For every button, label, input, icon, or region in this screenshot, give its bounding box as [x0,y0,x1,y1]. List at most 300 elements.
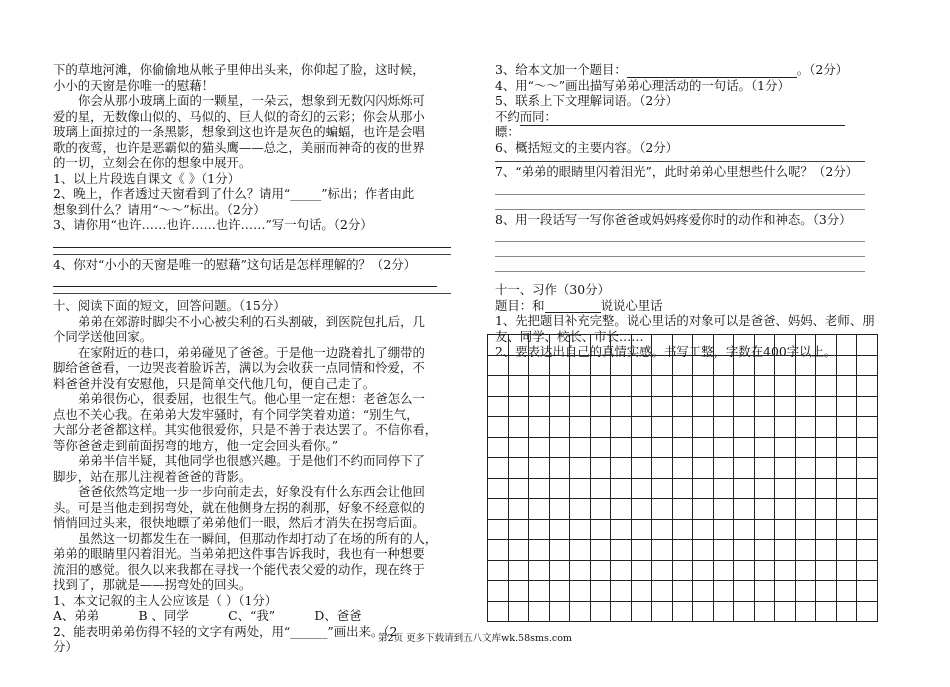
passage-line: 脚步，站在那儿注视着爸爸的背影。 [53,468,252,484]
grid-cell[interactable] [734,499,755,520]
grid-cell[interactable] [816,376,837,397]
grid-cell[interactable] [611,561,632,582]
grid-cell[interactable] [509,417,530,438]
grid-cell[interactable] [488,458,509,479]
grid-cell[interactable] [816,335,837,356]
grid-cell[interactable] [673,376,694,397]
grid-cell[interactable] [857,561,878,582]
grid-cell[interactable] [673,458,694,479]
question-3: 3、请你用“也许……也许……也许……”写一句话。（2分） [53,217,373,232]
grid-cell[interactable] [796,438,817,459]
passage-line: 头。可是当他走到拐弯处，就在他侧身左拐的刹那，好象不经意似的 [53,499,425,515]
grid-cell[interactable] [611,581,632,602]
grid-cell[interactable] [796,479,817,500]
grid-cell[interactable] [591,540,612,561]
grid-cell[interactable] [529,376,550,397]
grid-cell[interactable] [775,438,796,459]
grid-cell[interactable] [755,499,776,520]
grid-cell[interactable] [611,417,632,438]
grid-cell[interactable] [550,417,571,438]
grid-cell[interactable] [591,397,612,418]
grid-cell[interactable] [529,356,550,377]
grid-cell[interactable] [550,540,571,561]
grid-cell[interactable] [509,540,530,561]
grid-cell[interactable] [591,438,612,459]
grid-cell[interactable] [550,356,571,377]
grid-cell[interactable] [837,335,858,356]
grid-cell[interactable] [529,417,550,438]
grid-cell[interactable] [714,376,735,397]
grid-cell[interactable] [509,561,530,582]
grid-cell[interactable] [714,520,735,541]
grid-cell[interactable] [837,417,858,438]
grid-cell[interactable] [529,479,550,500]
grid-cell[interactable] [632,417,653,438]
grid-cell[interactable] [857,458,878,479]
grid-cell[interactable] [714,438,735,459]
grid-cell[interactable] [632,581,653,602]
grid-cell[interactable] [529,438,550,459]
grid-cell[interactable] [837,602,858,623]
grid-cell[interactable] [652,335,673,356]
grid-cell[interactable] [488,540,509,561]
grid-cell[interactable] [673,479,694,500]
grid-cell[interactable] [837,499,858,520]
grid-cell[interactable] [755,581,776,602]
grid-cell[interactable] [652,499,673,520]
grid-cell[interactable] [652,356,673,377]
grid-cell[interactable] [796,602,817,623]
grid-cell[interactable] [734,581,755,602]
grid-cell[interactable] [488,561,509,582]
grid-cell[interactable] [652,520,673,541]
grid-cell[interactable] [796,520,817,541]
grid-cell[interactable] [488,438,509,459]
grid-cell[interactable] [673,561,694,582]
grid-cell[interactable] [591,479,612,500]
grid-cell[interactable] [837,397,858,418]
grid-cell[interactable] [755,540,776,561]
grid-cell[interactable] [755,417,776,438]
grid-cell[interactable] [611,397,632,418]
grid-cell[interactable] [857,602,878,623]
grid-cell[interactable] [837,581,858,602]
grid-cell[interactable] [734,417,755,438]
grid-cell[interactable] [570,581,591,602]
grid-cell[interactable] [673,499,694,520]
grid-cell[interactable] [570,458,591,479]
grid-cell[interactable] [550,479,571,500]
grid-cell[interactable] [775,540,796,561]
grid-cell[interactable] [488,417,509,438]
grid-cell[interactable] [816,561,837,582]
grid-cell[interactable] [734,520,755,541]
grid-cell[interactable] [796,540,817,561]
grid-cell[interactable] [488,520,509,541]
answer-line[interactable] [495,155,865,162]
grid-cell[interactable] [857,356,878,377]
grid-cell[interactable] [755,438,776,459]
grid-cell[interactable] [632,499,653,520]
grid-cell[interactable] [591,376,612,397]
grid-cell[interactable] [693,602,714,623]
grid-cell[interactable] [488,335,509,356]
grid-cell[interactable] [673,397,694,418]
grid-cell[interactable] [509,581,530,602]
grid-cell[interactable] [632,397,653,418]
grid-cell[interactable] [652,417,673,438]
grid-cell[interactable] [529,561,550,582]
grid-cell[interactable] [652,397,673,418]
grid-cell[interactable] [755,479,776,500]
question-4: 4、用“～～”画出描写弟弟心理活动的一句话。（1分） [495,77,790,93]
grid-cell[interactable] [755,376,776,397]
grid-cell[interactable] [673,356,694,377]
grid-cell[interactable] [734,438,755,459]
grid-cell[interactable] [714,335,735,356]
title-answer-blank[interactable] [627,65,797,78]
grid-cell[interactable] [550,397,571,418]
grid-cell[interactable] [488,479,509,500]
grid-cell[interactable] [857,499,878,520]
grid-cell[interactable] [693,438,714,459]
grid-cell[interactable] [816,479,837,500]
question-5-word1: 不约而同： [495,108,557,124]
grid-cell[interactable] [509,356,530,377]
grid-cell[interactable] [550,602,571,623]
grid-cell[interactable] [488,602,509,623]
question-8: 8、用一段话写一写你爸爸或妈妈疼爱你时的动作和神态。（3分） [495,211,852,227]
grid-cell[interactable] [550,376,571,397]
grid-cell[interactable] [632,520,653,541]
grid-cell[interactable] [837,376,858,397]
grid-cell[interactable] [837,356,858,377]
grid-cell[interactable] [796,335,817,356]
grid-cell[interactable] [632,479,653,500]
grid-cell[interactable] [755,458,776,479]
grid-cell[interactable] [570,499,591,520]
grid-cell[interactable] [816,458,837,479]
grid-cell[interactable] [816,356,837,377]
grid-cell[interactable] [632,356,653,377]
grid-cell[interactable] [734,602,755,623]
grid-cell[interactable] [816,581,837,602]
grid-cell[interactable] [591,602,612,623]
grid-cell[interactable] [550,458,571,479]
grid-cell[interactable] [775,397,796,418]
grid-cell[interactable] [857,540,878,561]
grid-cell[interactable] [734,376,755,397]
grid-cell[interactable] [591,417,612,438]
grid-cell[interactable] [632,458,653,479]
grid-cell[interactable] [693,540,714,561]
grid-cell[interactable] [693,520,714,541]
composition-grid[interactable] [487,334,878,622]
answer-line[interactable] [495,180,865,195]
grid-cell[interactable] [529,499,550,520]
grid-cell[interactable] [714,458,735,479]
passage-line: 脚给爸爸看，一边哭丧着脸诉苦，满以为会收获一点同情和怜爱，不 [53,360,425,375]
answer-line[interactable] [53,287,451,294]
grid-cell[interactable] [570,397,591,418]
grid-cell[interactable] [652,581,673,602]
grid-cell[interactable] [632,540,653,561]
grid-cell[interactable] [857,376,878,397]
grid-cell[interactable] [796,376,817,397]
grid-cell[interactable] [734,335,755,356]
grid-cell[interactable] [693,335,714,356]
grid-cell[interactable] [837,561,858,582]
grid-cell[interactable] [775,581,796,602]
answer-line[interactable] [53,233,451,248]
grid-cell[interactable] [755,397,776,418]
grid-cell[interactable] [591,520,612,541]
answer-line[interactable] [495,227,865,242]
grid-cell[interactable] [652,438,673,459]
grid-cell[interactable] [775,376,796,397]
essay-requirement-2: 2、要表达出自己的真情实感。书写工整，字数在400字以上。 [495,344,837,359]
grid-cell[interactable] [714,602,735,623]
answer-line[interactable] [495,257,865,272]
grid-cell[interactable] [611,438,632,459]
grid-cell[interactable] [775,458,796,479]
intro-line: 玻璃上面掠过的一条黑影，想象到这也许是灰色的蝙蝠，也许是会唱 [53,124,425,139]
essay-title-blank[interactable] [545,300,601,313]
grid-cell[interactable] [755,561,776,582]
grid-cell[interactable] [652,479,673,500]
grid-cell[interactable] [611,479,632,500]
grid-cell[interactable] [673,335,694,356]
question-5-word2-row [495,124,891,140]
grid-cell[interactable] [673,602,694,623]
grid-cell[interactable] [529,335,550,356]
grid-cell[interactable] [693,479,714,500]
grid-cell[interactable] [693,417,714,438]
grid-cell[interactable] [591,335,612,356]
grid-cell[interactable] [857,335,878,356]
grid-cell[interactable] [652,540,673,561]
essay-title-suffix: 说说心里话 [600,297,663,313]
grid-cell[interactable] [611,335,632,356]
grid-cell[interactable] [591,458,612,479]
grid-cell[interactable] [488,581,509,602]
grid-cell[interactable] [755,520,776,541]
grid-cell[interactable] [632,438,653,459]
grid-cell[interactable] [816,602,837,623]
grid-cell[interactable] [775,479,796,500]
grid-cell[interactable] [796,561,817,582]
grid-cell[interactable] [509,335,530,356]
grid-cell[interactable] [488,356,509,377]
grid-cell[interactable] [570,540,591,561]
grid-cell[interactable] [693,581,714,602]
grid-cell[interactable] [673,438,694,459]
grid-cell[interactable] [734,397,755,418]
grid-cell[interactable] [632,602,653,623]
grid-cell[interactable] [816,540,837,561]
grid-cell[interactable] [755,602,776,623]
grid-cell[interactable] [714,397,735,418]
grid-cell[interactable] [714,561,735,582]
grid-cell[interactable] [550,520,571,541]
grid-cell[interactable] [775,499,796,520]
grid-cell[interactable] [693,397,714,418]
grid-cell[interactable] [734,540,755,561]
grid-cell[interactable] [755,356,776,377]
grid-cell[interactable] [550,438,571,459]
grid-cell[interactable] [652,458,673,479]
grid-cell[interactable] [816,397,837,418]
grid-cell[interactable] [734,356,755,377]
grid-cell[interactable] [591,581,612,602]
grid-cell[interactable] [570,417,591,438]
grid-cell[interactable] [632,335,653,356]
grid-cell[interactable] [775,417,796,438]
grid-cell[interactable] [837,540,858,561]
answer-line[interactable] [495,195,865,210]
passage-line: 虽然这一切都发生在一瞬间，但那动作却打动了在场的所有的人， [78,530,438,546]
passage-question-1-options: A、弟弟 B 、同学 C、“我” D、爸爸 [53,608,362,623]
grid-cell[interactable] [837,479,858,500]
grid-cell[interactable] [611,520,632,541]
grid-cell[interactable] [550,499,571,520]
grid-cell[interactable] [796,581,817,602]
grid-cell[interactable] [550,561,571,582]
grid-cell[interactable] [570,335,591,356]
grid-cell[interactable] [509,520,530,541]
grid-cell[interactable] [693,561,714,582]
grid-cell[interactable] [509,458,530,479]
grid-cell[interactable] [529,520,550,541]
grid-cell[interactable] [611,376,632,397]
grid-cell[interactable] [775,335,796,356]
grid-cell[interactable] [570,602,591,623]
passage-line: 爸爸依然笃定地一步一步向前走去，好象没有什么东西会让他回 [78,484,425,499]
grid-cell[interactable] [734,561,755,582]
grid-cell[interactable] [816,438,837,459]
grid-cell[interactable] [775,356,796,377]
grid-cell[interactable] [529,602,550,623]
grid-cell[interactable] [775,561,796,582]
grid-cell[interactable] [591,561,612,582]
grid-cell[interactable] [857,479,878,500]
grid-cell[interactable] [816,520,837,541]
grid-cell[interactable] [611,356,632,377]
grid-cell[interactable] [611,458,632,479]
grid-cell[interactable] [775,602,796,623]
grid-cell[interactable] [796,499,817,520]
grid-cell[interactable] [714,479,735,500]
passage-line: 等你爸爸走到前面拐弯的地方，他一定会回头看你。” [53,437,339,453]
grid-cell[interactable] [673,581,694,602]
grid-cell[interactable] [570,561,591,582]
grid-cell[interactable] [796,458,817,479]
grid-cell[interactable] [714,540,735,561]
answer-line[interactable] [53,272,437,287]
grid-cell[interactable] [529,581,550,602]
grid-cell[interactable] [714,499,735,520]
grid-cell[interactable] [714,417,735,438]
grid-cell[interactable] [693,499,714,520]
grid-cell[interactable] [652,561,673,582]
grid-cell[interactable] [816,417,837,438]
grid-cell[interactable] [632,561,653,582]
grid-cell[interactable] [796,397,817,418]
grid-cell[interactable] [509,397,530,418]
grid-cell[interactable] [550,581,571,602]
grid-cell[interactable] [693,376,714,397]
grid-cell[interactable] [488,397,509,418]
grid-cell[interactable] [529,397,550,418]
grid-cell[interactable] [693,458,714,479]
grid-cell[interactable] [796,356,817,377]
grid-cell[interactable] [570,438,591,459]
grid-cell[interactable] [632,376,653,397]
grid-cell[interactable] [570,356,591,377]
grid-cell[interactable] [570,376,591,397]
grid-cell[interactable] [591,356,612,377]
grid-cell[interactable] [857,438,878,459]
grid-cell[interactable] [693,356,714,377]
grid-cell[interactable] [857,520,878,541]
grid-cell[interactable] [488,376,509,397]
grid-cell[interactable] [611,602,632,623]
grid-cell[interactable] [529,540,550,561]
grid-cell[interactable] [652,376,673,397]
grid-cell[interactable] [837,458,858,479]
grid-cell[interactable] [796,417,817,438]
passage-line: 弟弟在郊游时脚尖不小心被尖利的石头割破，到医院包扎后，几 [78,313,425,329]
grid-cell[interactable] [837,520,858,541]
grid-cell[interactable] [755,335,776,356]
grid-cell[interactable] [529,458,550,479]
word-answer-blank[interactable] [520,113,845,126]
answer-line[interactable] [495,242,865,257]
passage-line: 点也不关心我。在弟弟大发牢骚时，有个同学笑着劝道：“别生气， [53,406,419,422]
grid-cell[interactable] [857,417,878,438]
grid-cell[interactable] [509,376,530,397]
grid-cell[interactable] [652,602,673,623]
grid-cell[interactable] [570,520,591,541]
grid-cell[interactable] [816,499,837,520]
grid-cell[interactable] [714,356,735,377]
grid-cell[interactable] [550,335,571,356]
grid-cell[interactable] [775,520,796,541]
grid-cell[interactable] [857,397,878,418]
grid-cell[interactable] [570,479,591,500]
grid-cell[interactable] [611,540,632,561]
grid-cell[interactable] [673,417,694,438]
grid-cell[interactable] [837,438,858,459]
grid-cell[interactable] [509,602,530,623]
grid-cell[interactable] [673,540,694,561]
answer-line[interactable] [53,248,451,255]
grid-cell[interactable] [734,458,755,479]
grid-cell[interactable] [591,499,612,520]
grid-cell[interactable] [611,499,632,520]
question-7: 7、“弟弟的眼睛里闪着泪光”，此时弟弟心里想些什么呢？（2分） [495,164,858,179]
passage-line: 大部分老爸都这样。其实他很爱你，只是不善于表达罢了。不信你看， [53,422,438,437]
grid-cell[interactable] [673,520,694,541]
grid-cell[interactable] [734,479,755,500]
grid-cell[interactable] [857,581,878,602]
question-3-title [495,62,891,78]
grid-cell[interactable] [509,438,530,459]
grid-cell[interactable] [509,499,530,520]
grid-cell[interactable] [714,581,735,602]
grid-cell[interactable] [509,479,530,500]
grid-cell[interactable] [488,499,509,520]
